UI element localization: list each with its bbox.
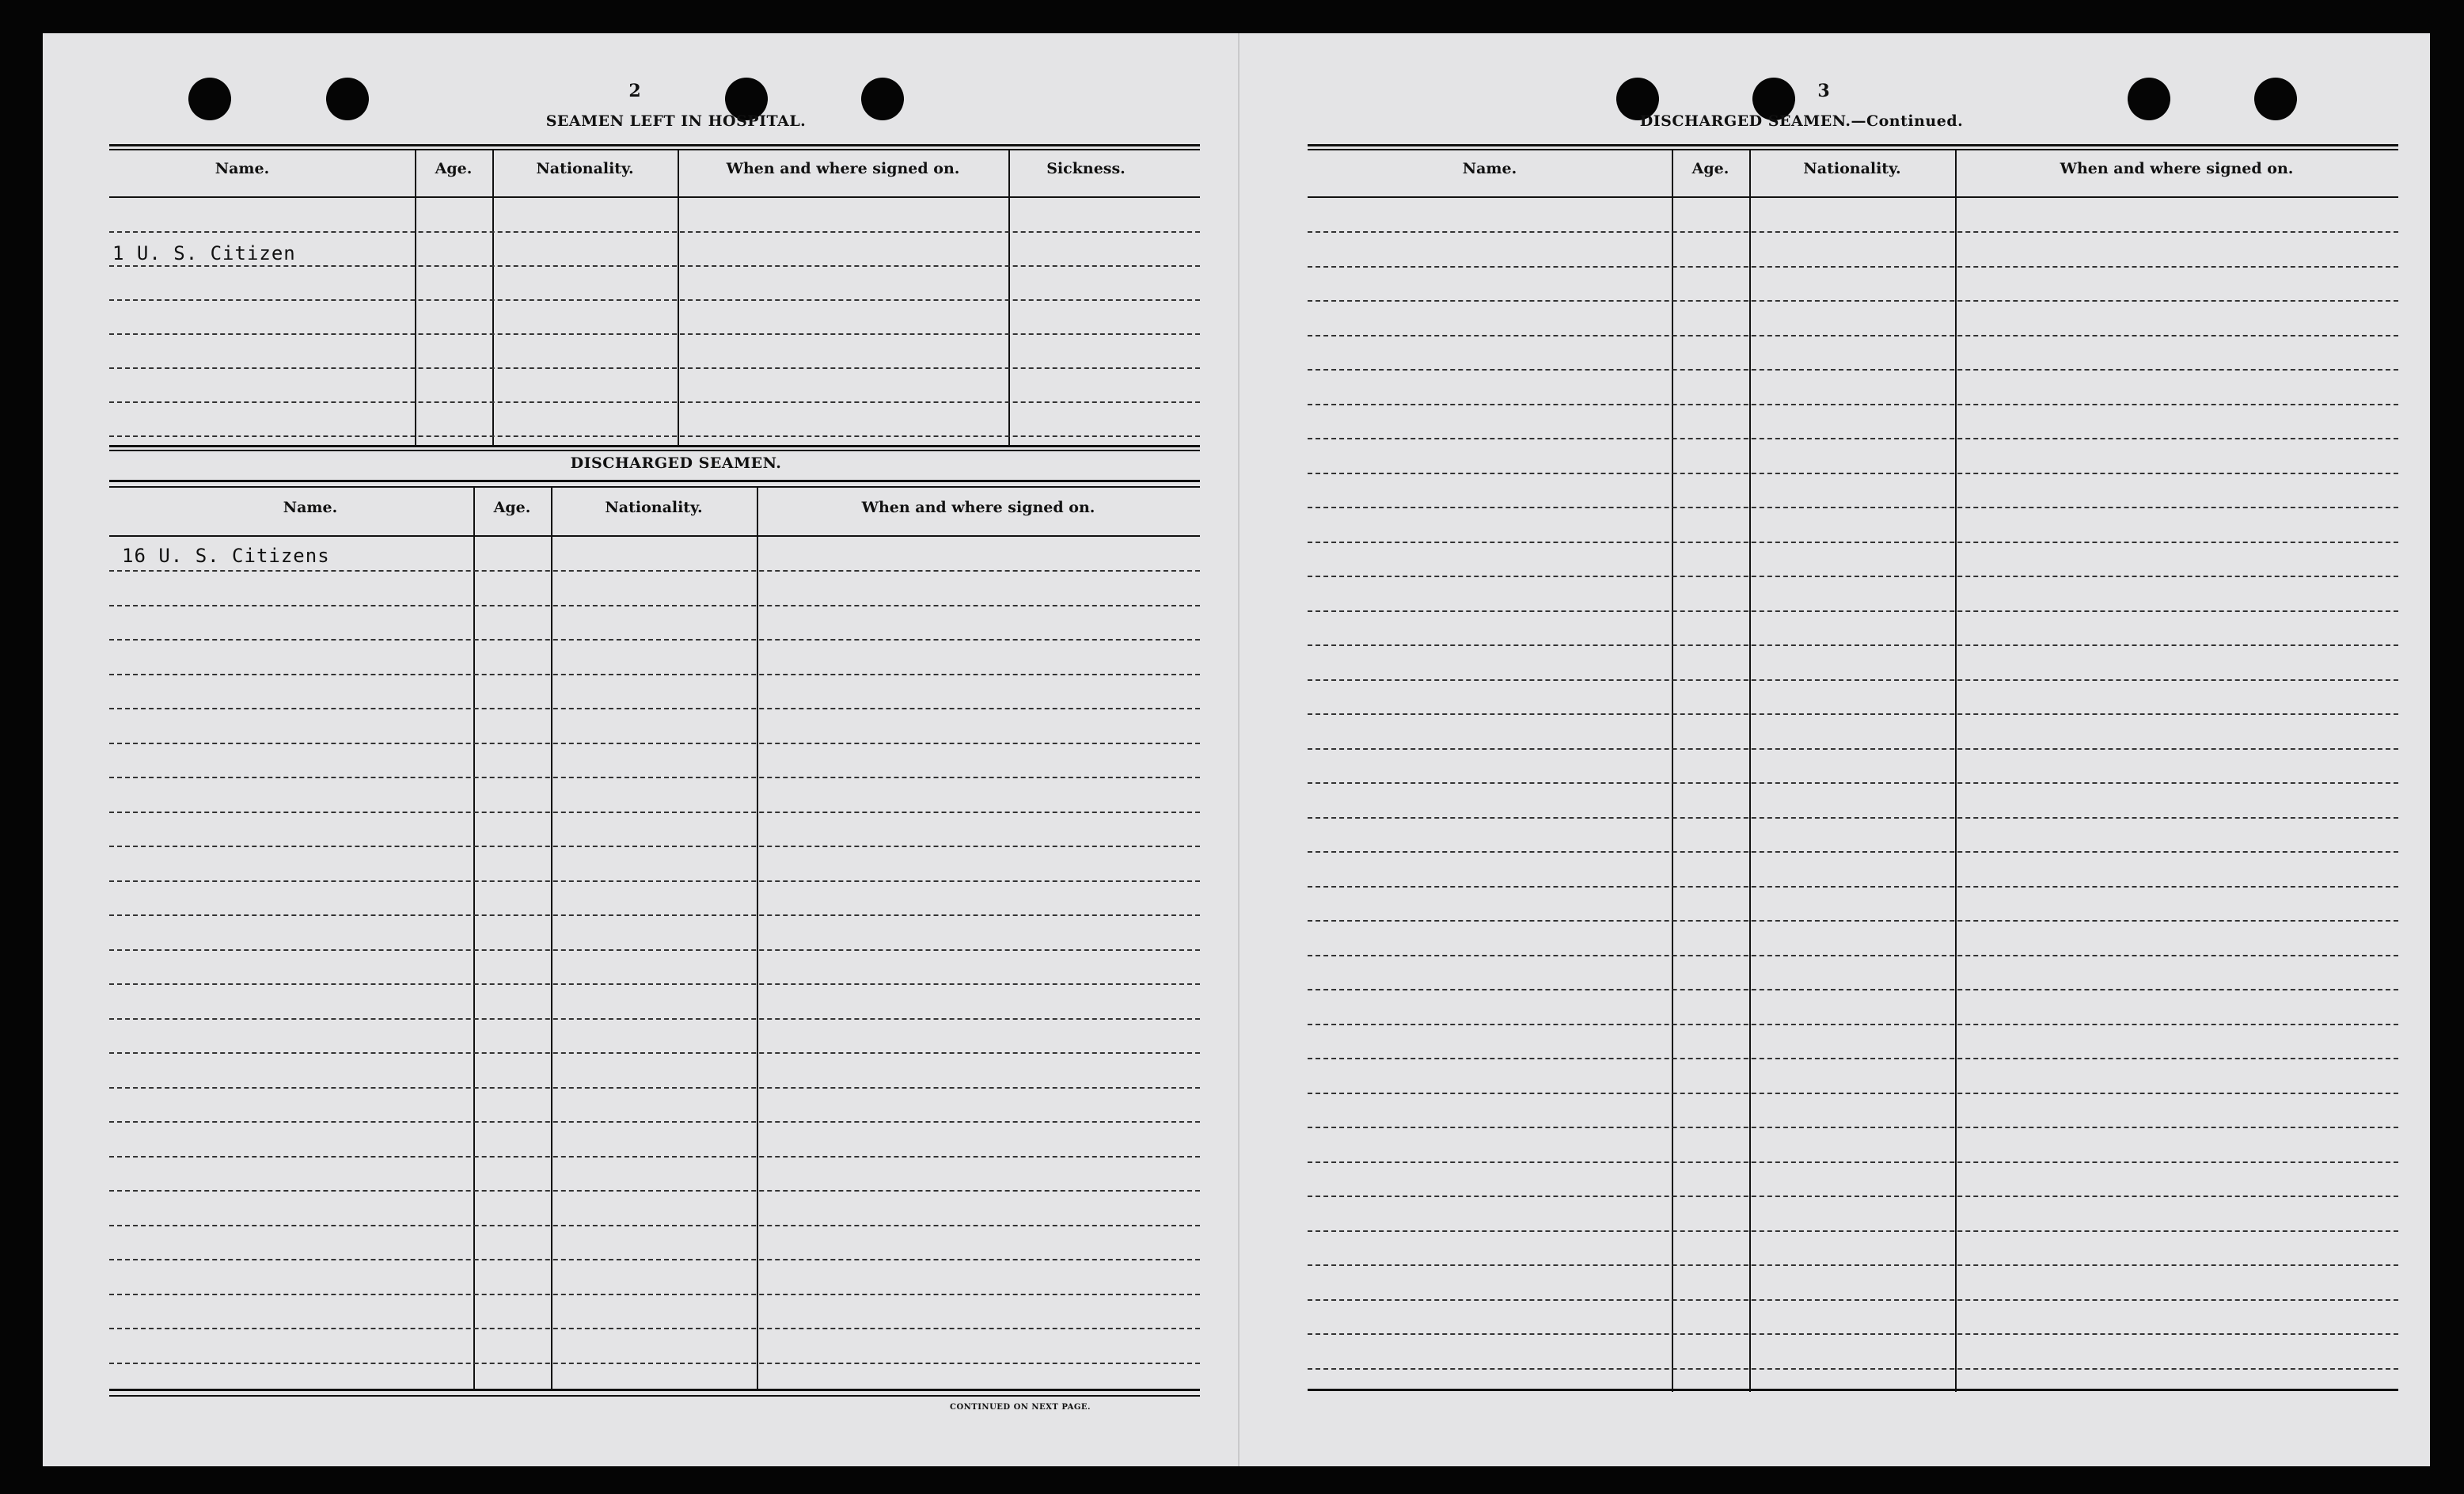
punch-hole-icon (188, 78, 231, 120)
column-header-age: Age. (435, 160, 473, 177)
ruled-line (1308, 1368, 2398, 1370)
column-header-nationality: Nationality. (605, 499, 703, 516)
ruled-line (1308, 266, 2398, 268)
ruled-line (109, 299, 1200, 301)
discharged-entry: 16 U. S. Citizens (122, 545, 330, 567)
column-header-signed-on: When and where signed on. (861, 499, 1095, 516)
table-rule (109, 480, 1200, 482)
ruled-line (1308, 335, 2398, 336)
ruled-line (109, 265, 1200, 267)
table-rule (109, 1389, 1200, 1391)
table-rule (109, 445, 1200, 447)
column-header-signed-on: When and where signed on. (726, 160, 960, 177)
ruled-line (1308, 644, 2398, 646)
continued-note: CONTINUED ON NEXT PAGE. (950, 1403, 1092, 1412)
column-header-age: Age. (1691, 160, 1729, 177)
ruled-line (1308, 679, 2398, 681)
ruled-line (1308, 1333, 2398, 1335)
column-header-name: Name. (283, 499, 338, 516)
ruled-line (1308, 817, 2398, 819)
punch-hole-icon (326, 78, 369, 120)
column-divider (551, 486, 552, 1389)
table-rule (1308, 149, 2398, 150)
ruled-line (109, 1259, 1200, 1260)
ruled-line (1308, 542, 2398, 543)
column-divider (473, 486, 475, 1389)
ruled-line (1308, 886, 2398, 888)
page-number: 2 (628, 81, 641, 101)
column-divider (757, 486, 758, 1389)
table-rule (1308, 1389, 2398, 1391)
table-rule (109, 144, 1200, 146)
ruled-line (1308, 576, 2398, 577)
ruled-line (1308, 920, 2398, 922)
ruled-line (1308, 1230, 2398, 1232)
ruled-line (109, 846, 1200, 847)
ruled-line (109, 1052, 1200, 1054)
ruled-line (109, 367, 1200, 369)
ruled-line (109, 605, 1200, 606)
ruled-line (1308, 851, 2398, 853)
ruled-line (109, 983, 1200, 985)
ruled-line (109, 949, 1200, 951)
ruled-line (1308, 300, 2398, 302)
right-page (1238, 33, 2430, 1466)
page-number: 3 (1817, 81, 1830, 101)
ruled-line (1308, 713, 2398, 715)
ruled-line (1308, 1196, 2398, 1197)
table-rule (109, 149, 1200, 150)
column-header-nationality: Nationality. (1803, 160, 1901, 177)
table-rule (109, 196, 1200, 198)
ruled-line (109, 1190, 1200, 1192)
table-rule (1308, 196, 2398, 198)
table-rule (109, 450, 1200, 451)
ruled-line (1308, 1024, 2398, 1025)
column-header-name: Name. (215, 160, 270, 177)
ruled-line (109, 333, 1200, 335)
ruled-line (109, 743, 1200, 744)
ruled-line (1308, 404, 2398, 405)
ruled-line (1308, 1058, 2398, 1059)
ruled-line (1308, 782, 2398, 784)
column-header-age: Age. (493, 499, 531, 516)
ruled-line (109, 435, 1200, 437)
ruled-line (109, 639, 1200, 641)
ruled-line (109, 1156, 1200, 1158)
ruled-line (1308, 610, 2398, 612)
ruled-line (1308, 507, 2398, 508)
punch-hole-icon (2254, 78, 2297, 120)
ruled-line (1308, 1299, 2398, 1301)
ruled-line (1308, 989, 2398, 990)
ruled-line (1308, 473, 2398, 474)
table-rule (109, 535, 1200, 537)
discharged-continued-title: DISCHARGED SEAMEN.—Continued. (1639, 112, 1964, 130)
discharged-section-title: DISCHARGED SEAMEN. (570, 454, 782, 472)
column-header-name: Name. (1462, 160, 1517, 177)
ruled-line (109, 1328, 1200, 1329)
ruled-line (1308, 1264, 2398, 1266)
ruled-line (1308, 438, 2398, 439)
ruled-line (1308, 1161, 2398, 1163)
ruled-line (109, 880, 1200, 882)
ruled-line (109, 708, 1200, 709)
column-header-sickness: Sickness. (1046, 160, 1126, 177)
ruled-line (109, 1087, 1200, 1089)
ruled-line (109, 812, 1200, 813)
ruled-line (109, 1018, 1200, 1020)
ruled-line (109, 1121, 1200, 1123)
ruled-line (109, 231, 1200, 233)
hospital-section-title: SEAMEN LEFT IN HOSPITAL. (545, 112, 807, 130)
ruled-line (109, 1225, 1200, 1226)
ruled-line (1308, 748, 2398, 750)
ruled-line (109, 1363, 1200, 1364)
ruled-line (1308, 1093, 2398, 1094)
ruled-line (109, 401, 1200, 403)
ruled-line (1308, 231, 2398, 233)
hospital-entry: 1 U. S. Citizen (112, 242, 296, 264)
ruled-line (1308, 369, 2398, 371)
ruled-line (109, 570, 1200, 572)
column-header-nationality: Nationality. (536, 160, 634, 177)
table-rule (109, 486, 1200, 488)
ruled-line (109, 914, 1200, 916)
ruled-line (109, 1294, 1200, 1295)
punch-hole-icon (861, 78, 904, 120)
table-rule (109, 1395, 1200, 1397)
table-rule (1308, 144, 2398, 146)
ruled-line (109, 777, 1200, 778)
ruled-line (1308, 1127, 2398, 1128)
ruled-line (109, 674, 1200, 675)
punch-hole-icon (2128, 78, 2170, 120)
ruled-line (1308, 955, 2398, 956)
column-header-signed-on: When and where signed on. (2060, 160, 2294, 177)
left-page (43, 33, 1238, 1466)
